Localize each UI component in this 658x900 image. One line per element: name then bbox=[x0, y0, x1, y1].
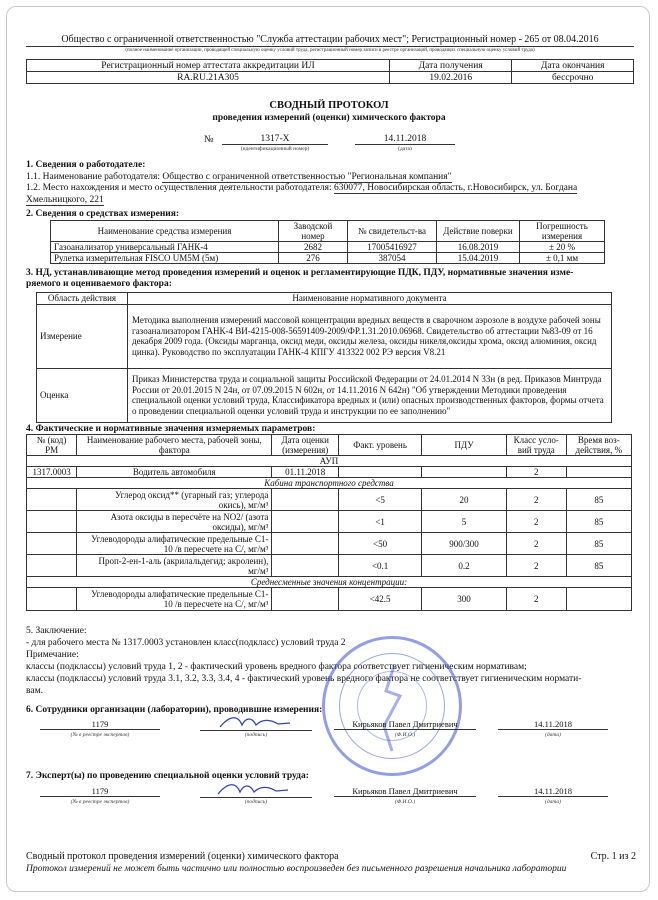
accreditation-date-end: бессрочно bbox=[512, 72, 634, 84]
s7-signature-scribble bbox=[200, 782, 312, 798]
measurement-col-2: Дата оценки (измерения) bbox=[272, 435, 339, 456]
organization-seal bbox=[322, 636, 462, 776]
measurement-col-3: Факт. уровень bbox=[339, 435, 422, 456]
s6-signature-line bbox=[200, 719, 312, 731]
footer-title: Сводный протокол проведения измерений (оценки) химического фактора bbox=[26, 851, 339, 862]
instrument-row bbox=[51, 242, 605, 253]
instrument-name: Газоанализатор универсальный ГАНК-4 bbox=[51, 242, 279, 253]
measurement-col-0: № (код) РМ bbox=[27, 435, 77, 456]
normative-col-doc: Наименование нормативного документа bbox=[128, 293, 612, 305]
average-pdu: 300 bbox=[422, 588, 507, 611]
conclusion-note-2-cont: вам. bbox=[26, 686, 43, 696]
instrument-name: Рулетка измерительная FISCO UM5M (5м) bbox=[51, 253, 279, 264]
s6-date: 14.11.2018 bbox=[498, 719, 608, 730]
factor-time: 85 bbox=[566, 555, 631, 577]
average-fact: <42.5 bbox=[339, 588, 422, 611]
s7-signature-caption: (подпись) bbox=[244, 799, 268, 805]
factor-class: 2 bbox=[506, 489, 566, 511]
factor-row bbox=[27, 533, 632, 555]
factor-pdu: 900/300 bbox=[422, 533, 507, 555]
employer-name-value: Общество с ограниченной ответственностью "Региональная компания" bbox=[162, 171, 452, 182]
protocol-date: 14.11.2018 bbox=[355, 134, 455, 145]
factor-row bbox=[27, 489, 632, 511]
employer-name-label: 1.1. Наименование работодателя: bbox=[26, 171, 161, 182]
normative-doc-assess: Приказ Министерства труда и социальной защиты Российской Федерации от 24.01.2014 N 33н (в ред. Приказов Минтруда России от 20.01.2015 N 24н, от 07.09.2015 N 602н, от 14.11.2016 N 642н) "Об утверждении Методики проведения специальной оценки условий труда, Классификатора вредных и (или) опасных производственных факторов, формы отчета о проведении специальной оценки условий труда и инструкции по ее заполнению" bbox=[128, 368, 612, 422]
section3-heading-line2: ряемого и оцениваемого фактора: bbox=[26, 279, 172, 289]
accreditation-number: RA.RU.21А305 bbox=[27, 72, 390, 84]
s7-signature-line bbox=[200, 786, 312, 798]
normative-col-area: Область действия bbox=[37, 293, 128, 305]
instrument-value: 276 bbox=[279, 253, 348, 264]
factor-class: 2 bbox=[506, 511, 566, 533]
section-employer bbox=[26, 160, 636, 206]
group-row: АУП bbox=[27, 456, 632, 467]
s6-expert-name: Кирьяков Павел Дмитриевич bbox=[334, 719, 476, 730]
org-line: Общество с ограниченной ответственностью "Служба аттестации рабочих мест"; Регистрационный номер - 265 от 08.04.2016 bbox=[26, 34, 634, 47]
instrument-value: ± 20 % bbox=[520, 242, 605, 253]
workplace-class: 2 bbox=[506, 467, 566, 478]
s7-expert-name: Кирьяков Павел Дмитриевич bbox=[334, 786, 476, 797]
conclusion-line1: - для рабочего места № 1317.0003 установлен класс(подкласс) условий труда 2 bbox=[26, 638, 346, 648]
workplace-name: Водитель автомобиля bbox=[77, 467, 272, 478]
s7-date-caption: (дата) bbox=[545, 799, 561, 805]
employer-name-row bbox=[26, 172, 636, 184]
s7-expert-number: 1179 bbox=[40, 786, 160, 797]
average-class: 2 bbox=[506, 588, 566, 611]
s7-date: 14.11.2018 bbox=[498, 786, 608, 797]
measurement-col-6: Время воз-действия, % bbox=[566, 435, 631, 456]
factor-name bbox=[77, 555, 272, 577]
factor-class: 2 bbox=[506, 533, 566, 555]
accreditation-date-received: 19.02.2016 bbox=[390, 72, 512, 84]
factor-pdu: 0.2 bbox=[422, 555, 507, 577]
section3-heading-line1: 3. НД, устанавливающие метод проведения измерений и оценок и регламентирующие ПДК, ПДУ, нормативные значения изме- bbox=[26, 268, 574, 278]
accreditation-table bbox=[26, 59, 634, 84]
instrument-value: ± 0,1 мм bbox=[520, 253, 605, 264]
instrument-col-0: Наименование средства измерения bbox=[51, 221, 279, 242]
s6-expert-number: 1179 bbox=[40, 719, 160, 730]
protocol-number-caption: (идентификационный номер) bbox=[240, 146, 310, 152]
footer bbox=[26, 850, 636, 876]
workplace-code: 1317.0003 bbox=[27, 467, 77, 478]
instrument-col-1: Заводской номер bbox=[279, 221, 348, 242]
protocol-number: 1317-Х bbox=[222, 134, 328, 145]
section7-heading: 7. Эксперт(ы) по проведению специальной оценки условий труда: bbox=[26, 771, 309, 781]
footer-page: Стр. 1 из 2 bbox=[590, 851, 636, 862]
s6-date-caption: (дата) bbox=[545, 732, 561, 738]
protocol-date-caption: (дата) bbox=[398, 146, 412, 152]
s7-expert-name-caption: (Ф.И.О.) bbox=[394, 799, 416, 805]
measurements-table bbox=[26, 434, 632, 611]
zone-row: Кабина транспортного средства bbox=[27, 478, 632, 489]
workplace-date: 01.11.2018 bbox=[272, 467, 339, 478]
accreditation-col2: Дата получения bbox=[390, 60, 512, 72]
instrument-value: 387054 bbox=[348, 253, 437, 264]
factor-name-line1: Углеводороды алифатические предельные С1- bbox=[91, 533, 269, 544]
s6-expert-number-caption: (№ в реестре экспертов) bbox=[70, 732, 130, 738]
instruments-table bbox=[50, 220, 605, 264]
section6-heading: 6. Сотрудники организации (лаборатории), проводившие измерения: bbox=[26, 705, 323, 715]
average-factor-name-line1: Углеводороды алифатические предельные С1- bbox=[91, 589, 269, 599]
conclusion-note-1: классы (подклассы) условий труда 1, 2 - фактический уровень вредного фактора соответствует гигиеническим нормативам; bbox=[26, 662, 527, 672]
seal-center-mark bbox=[322, 636, 462, 776]
instrument-value: 2682 bbox=[279, 242, 348, 253]
factor-fact: <50 bbox=[339, 533, 422, 555]
footer-top bbox=[26, 850, 636, 863]
section1-heading: 1. Сведения о работодателе: bbox=[26, 160, 146, 170]
factor-name-line1: Проп-2-ен-1-аль (акрилальдегид; акролеин), bbox=[98, 555, 269, 566]
protocol-no-label: № bbox=[204, 134, 214, 145]
factor-name-line2: мг/м³ bbox=[248, 565, 269, 576]
employer-address-value-cont: Хмельницкого, 221 bbox=[26, 194, 104, 205]
org-header bbox=[26, 34, 634, 55]
factor-fact: <0.1 bbox=[339, 555, 422, 577]
factor-fact: <5 bbox=[339, 489, 422, 511]
factor-name-line1: Углерод оксид** (угарный газ; углерода bbox=[115, 489, 269, 500]
section3-heading bbox=[26, 268, 636, 290]
instrument-value: 15.04.2019 bbox=[437, 253, 520, 264]
average-factor-name-line2: 10 /в пересчете на С/, мг/м³ bbox=[163, 599, 269, 609]
measurement-col-5: Класс усло-вий труда bbox=[506, 435, 566, 456]
factor-fact: <1 bbox=[339, 511, 422, 533]
factor-pdu: 5 bbox=[422, 511, 507, 533]
section4-heading: 4. Фактические и нормативные значения измеряемых параметров: bbox=[26, 424, 316, 434]
factor-name-line2: 10 /в пересчете на С/, мг/м³ bbox=[163, 543, 269, 554]
factor-name-line2: окись), мг/м³ bbox=[218, 499, 269, 510]
employer-address-row bbox=[26, 183, 636, 195]
factor-time: 85 bbox=[566, 511, 631, 533]
instrument-value: 16.08.2019 bbox=[437, 242, 520, 253]
average-row bbox=[27, 588, 632, 611]
factor-time: 85 bbox=[566, 489, 631, 511]
s6-expert-name-caption: (Ф.И.О.) bbox=[394, 732, 416, 738]
footer-note: Протокол измерений не может быть частично или полностью воспроизведен без письменного разрешения начальника лаборатории bbox=[26, 864, 567, 874]
normative-doc-measure: Методика выполнения измерений массовой концентрации вредных веществ в сварочном аэрозоле в воздухе рабочей зоны газоанализатором ГАНК-4 ВИ-4215-008-56591409-2009/ФР.1.31.2010.06968. Свидетельство об аттестации №83-09 от 16 декабря 2009 года. (Оксиды марганца, оксид меди, оксиды железа, оксиды никеля,оксиды хрома, оксид алюминия, оксид цинка). Руководство по эксплуатации ГАНК-4 КПГУ 413322 002 РЭ версия V8.21 bbox=[128, 304, 612, 368]
org-caption: (полное наименование организации, проводящей специальную оценку условий труда, регистрационный номер записи в реестре организаций, проводящих специальную оценку условий труда) bbox=[125, 48, 535, 53]
factor-name-line1: Азота оксиды в пересчёте на NO2/ (азота bbox=[110, 511, 269, 522]
conclusion-heading: 5. Заключение: bbox=[26, 626, 87, 636]
average-heading-row: Среднесменные значения концентрации: bbox=[27, 577, 632, 588]
section2-heading: 2. Сведения о средствах измерения: bbox=[26, 209, 180, 219]
factor-pdu: 20 bbox=[422, 489, 507, 511]
protocol-subtitle: проведения измерений (оценки) химического фактора bbox=[212, 113, 446, 123]
instrument-col-2: № свидетельст-ва bbox=[348, 221, 437, 242]
normative-area-assess: Оценка bbox=[37, 368, 128, 422]
factor-name bbox=[77, 511, 272, 533]
conclusion-note-label: Примечание: bbox=[26, 650, 79, 660]
s7-expert-number-caption: (№ в реестре экспертов) bbox=[70, 799, 130, 805]
s6-signature-scribble bbox=[200, 715, 312, 731]
instrument-col-3: Действие поверки bbox=[437, 221, 520, 242]
average-time bbox=[566, 588, 631, 611]
accreditation-col1: Регистрационный номер аттестата аккредитации ИЛ bbox=[27, 60, 390, 72]
instrument-value: 17005416927 bbox=[348, 242, 437, 253]
instrument-row bbox=[51, 253, 605, 264]
employer-address-label: 1.2. Место нахождения и место осуществления деятельности работодателя: bbox=[26, 183, 332, 193]
employer-address-value: 630077, Новосибирская область, г.Новосибирск, ул. Богдана bbox=[333, 183, 578, 193]
normative-docs-table bbox=[36, 292, 612, 423]
factor-time: 85 bbox=[566, 533, 631, 555]
factor-name bbox=[77, 533, 272, 555]
s6-signature-caption: (подпись) bbox=[244, 732, 268, 738]
protocol-title: СВОДНЫЙ ПРОТОКОЛ bbox=[269, 100, 389, 111]
instrument-col-4: Погрешность измерения bbox=[520, 221, 605, 242]
normative-area-measure: Измерение bbox=[37, 304, 128, 368]
factor-row bbox=[27, 511, 632, 533]
conclusion-note-2: классы (подклассы) условий труда 3.1, 3.2, 3.3, 3.4, 4 - фактический уровень вредного фактора не соответствует гигиеническим нормати- bbox=[26, 674, 582, 684]
factor-row bbox=[27, 555, 632, 577]
measurement-col-4: ПДУ bbox=[422, 435, 507, 456]
measurement-col-1: Наименование рабочего места, рабочей зоны, фактора bbox=[77, 435, 272, 456]
factor-name bbox=[77, 489, 272, 511]
accreditation-col3: Дата окончания bbox=[512, 60, 634, 72]
factor-name-line2: оксиды), мг/м³ bbox=[212, 521, 269, 532]
factor-class: 2 bbox=[506, 555, 566, 577]
